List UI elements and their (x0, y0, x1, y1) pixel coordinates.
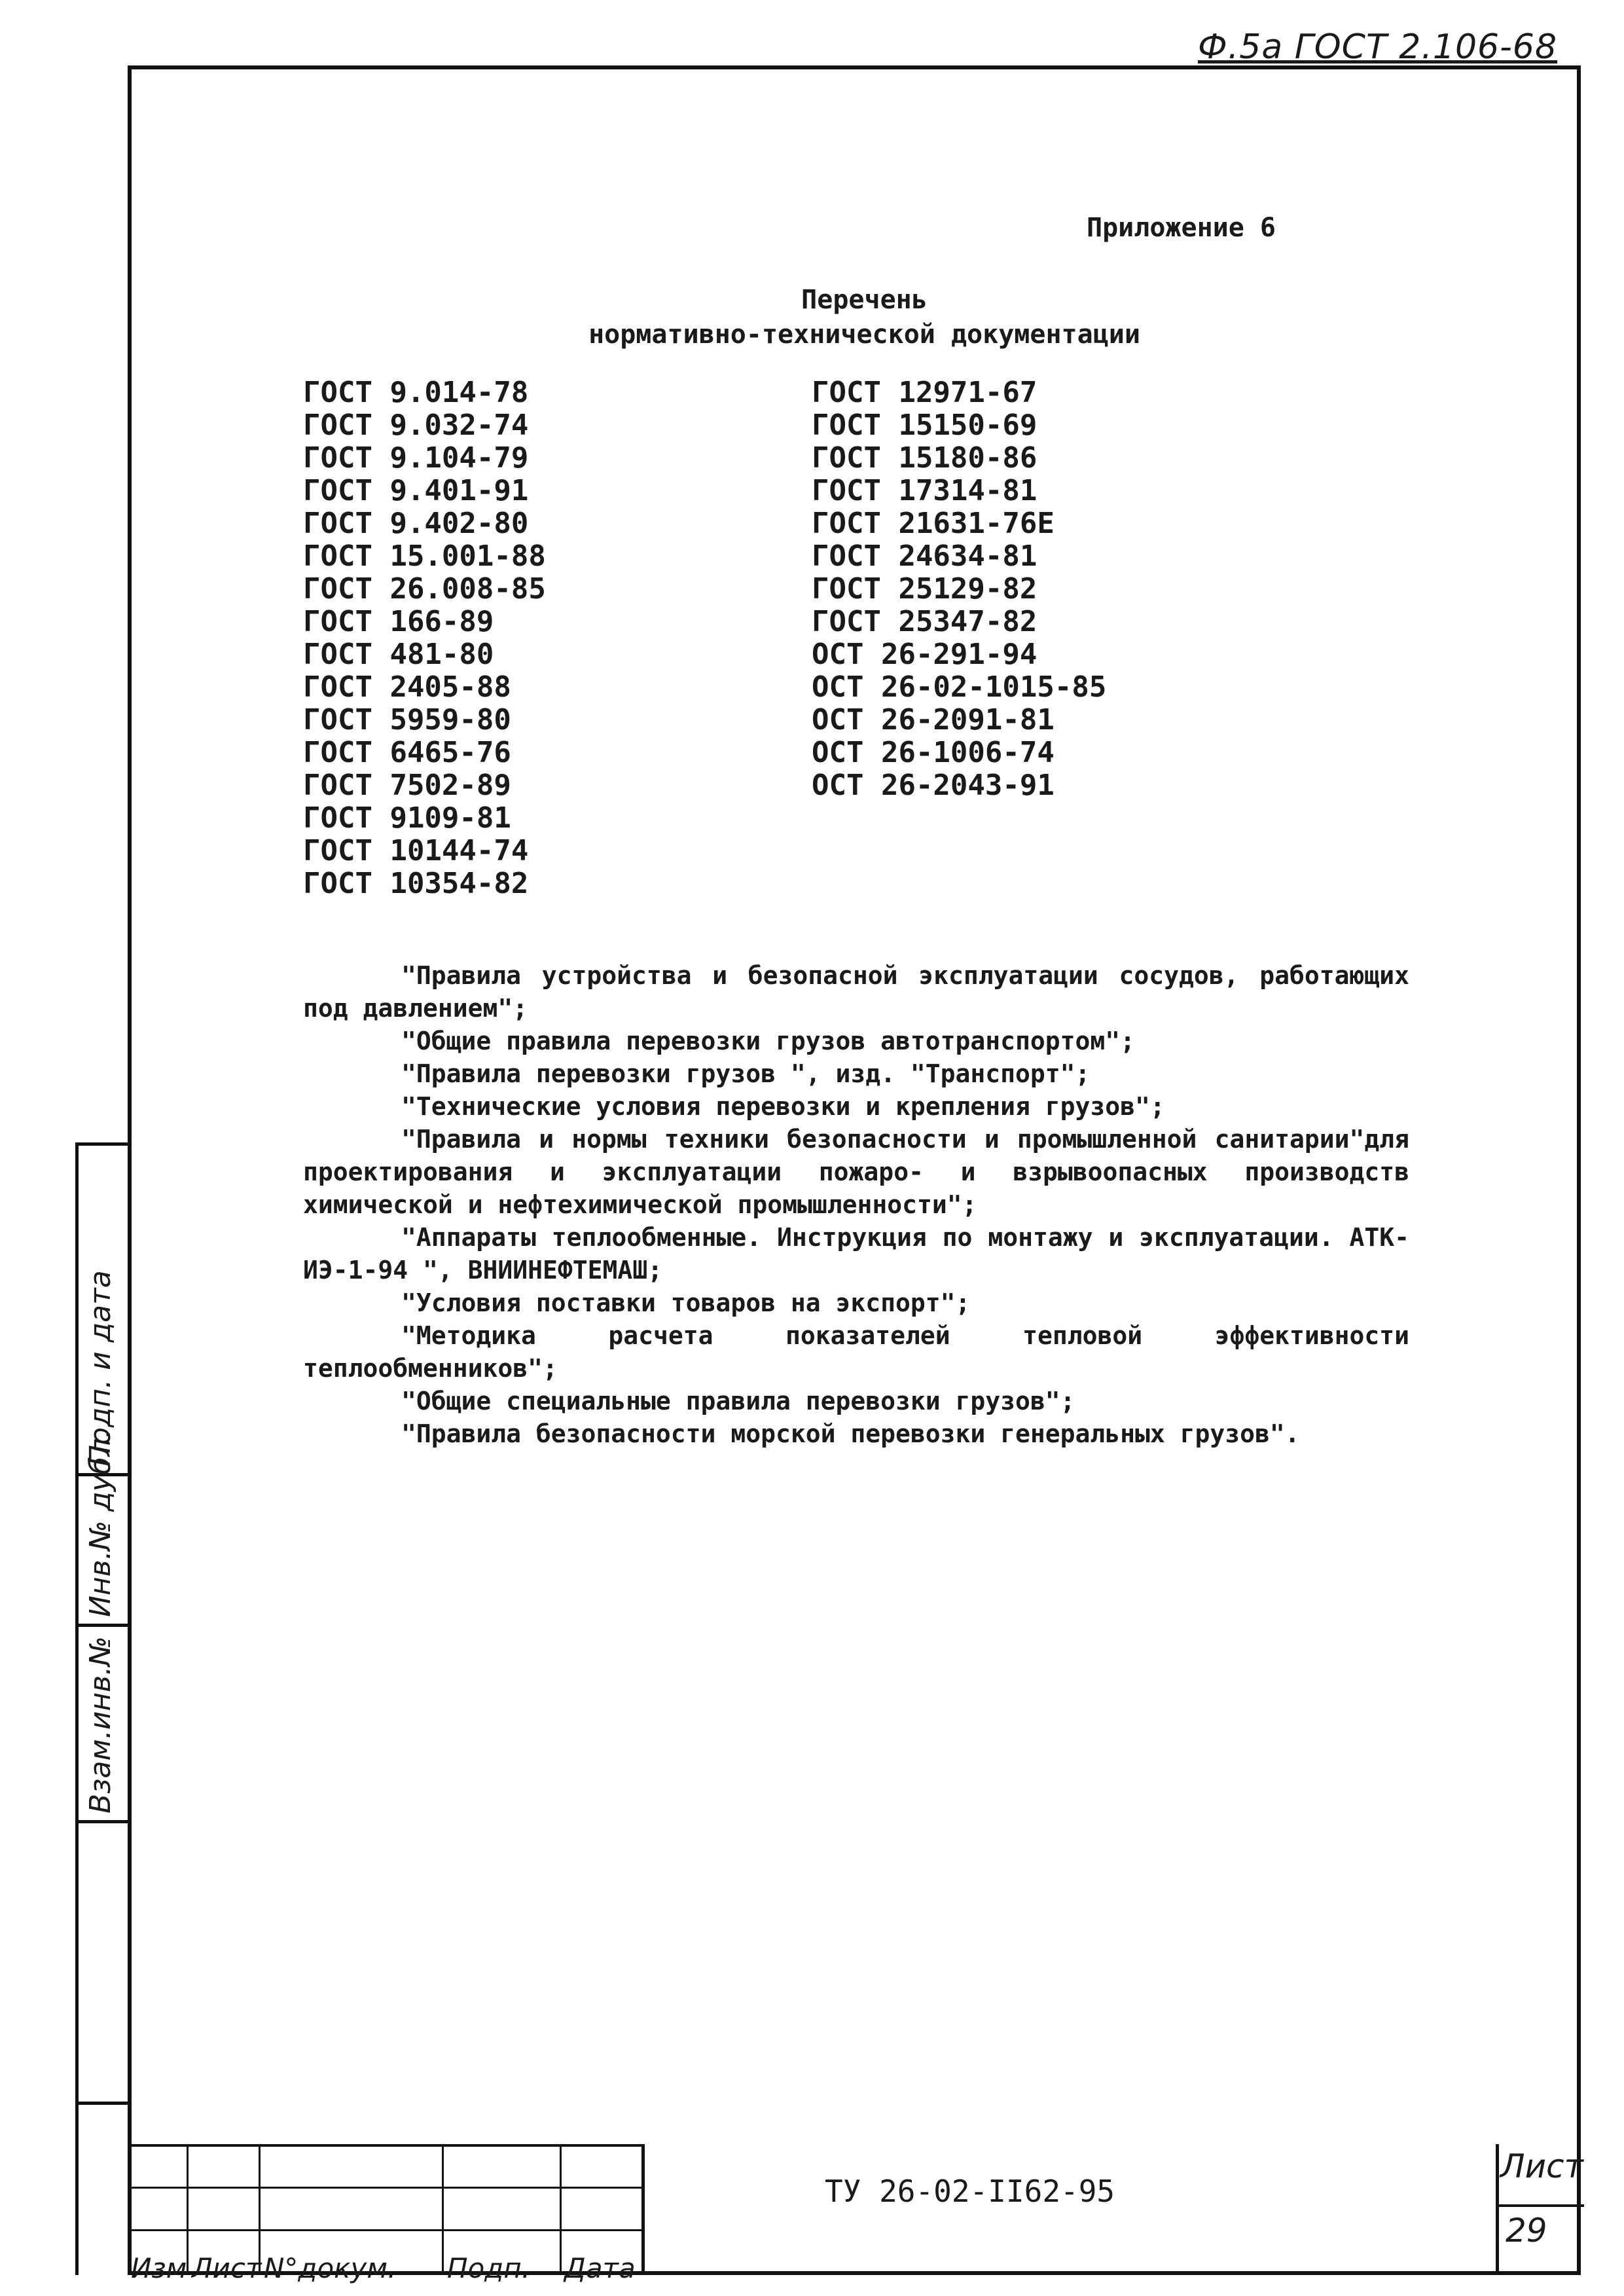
standard-item: ОСТ 26-291-94 (812, 638, 1038, 671)
side-divider (75, 1624, 128, 1627)
standard-item: ГОСТ 25347-82 (812, 605, 1038, 638)
standard-item: ОСТ 26-2091-81 (812, 703, 1055, 737)
caption-signature: Подп. (447, 2252, 531, 2284)
document-code: ТУ 26-02-II62-95 (825, 2174, 1115, 2209)
standard-item: ГОСТ 26.008-85 (303, 572, 546, 606)
standard-item: ГОСТ 9.014-78 (303, 376, 529, 409)
standard-item: ГОСТ 9.104-79 (303, 441, 529, 475)
standard-item: ГОСТ 24634-81 (812, 539, 1038, 573)
standard-item: ГОСТ 7502-89 (303, 769, 511, 802)
standard-item: ОСТ 26-1006-74 (812, 736, 1055, 769)
rule-item: "Правила устройства и безопасной эксплуатации сосудов, работающих под давлением"; (303, 961, 1409, 1023)
rule-item: "Правила и нормы техники безопасности и промышленной санитарии"для проектирования и эксплуатации пожаро- и взрывоопасных производств химической и нефтехимической промышленности"; (303, 1125, 1409, 1219)
rules-list (303, 959, 1409, 1450)
standard-item: ГОСТ 10144-74 (303, 834, 529, 867)
rule-item: "Условия поставки товаров на экспорт"; (401, 1288, 971, 1317)
standard-item: ГОСТ 21631-76Е (812, 507, 1055, 540)
standard-item: ГОСТ 9.402-80 (303, 507, 529, 540)
rule-item: "Правила безопасности морской перевозки генеральных грузов". (401, 1419, 1300, 1448)
standard-item: ГОСТ 166-89 (303, 605, 494, 638)
rule-item: "Методика расчета показателей тепловой эффективности теплообменников"; (303, 1321, 1409, 1383)
standard-item: ГОСТ 5959-80 (303, 703, 511, 737)
standard-item: ОСТ 26-2043-91 (812, 769, 1055, 802)
side-divider (75, 1820, 128, 1823)
sheet-number: 29 (1506, 2212, 1547, 2250)
rule-item: "Аппараты теплообменные. Инструкция по монтажу и эксплуатации. АТК-ИЭ-1-94 ", ВНИИНЕФТЕМАШ; (303, 1223, 1409, 1285)
standard-item: ГОСТ 15150-69 (812, 409, 1038, 442)
rule-item: "Технические условия перевозки и крепления грузов"; (401, 1092, 1165, 1121)
standard-item: ГОСТ 2405-88 (303, 670, 511, 704)
standards-column-2 (812, 376, 1106, 802)
caption-date: Дата (564, 2252, 636, 2284)
standard-item: ГОСТ 17314-81 (812, 474, 1038, 507)
side-label-replace: Взам.инв.№ (84, 1636, 117, 1813)
rule-item: "Общие правила перевозки грузов автотранспортом"; (401, 1027, 1136, 1055)
standard-item: ГОСТ 9.401-91 (303, 474, 529, 507)
standard-item: ГОСТ 15180-86 (812, 441, 1038, 475)
side-divider (75, 2102, 128, 2105)
standard-item: ГОСТ 9109-81 (303, 801, 511, 835)
title-block-row (128, 2187, 645, 2189)
title-block-col (560, 2144, 562, 2275)
standard-item: ГОСТ 6465-76 (303, 736, 511, 769)
rule-item: "Общие специальные правила перевозки грузов"; (401, 1387, 1075, 1415)
document-title-line1: Перечень (801, 285, 928, 315)
standard-item: ОСТ 26-02-1015-85 (812, 670, 1107, 704)
caption-doc-number: N°докум. (264, 2252, 397, 2284)
side-label-signature: Подп. и дата (84, 1270, 117, 1467)
standard-item: ГОСТ 12971-67 (812, 376, 1038, 409)
standards-column-1 (303, 376, 546, 900)
title-block-row (128, 2229, 645, 2231)
standard-item: ГОСТ 15.001-88 (303, 539, 546, 573)
rule-item: "Правила перевозки грузов ", изд. "Транспорт"; (401, 1059, 1091, 1088)
standard-item: ГОСТ 10354-82 (303, 867, 529, 900)
standard-item: ГОСТ 25129-82 (812, 572, 1038, 606)
appendix-label: Приложение 6 (1087, 213, 1276, 243)
sheet-label: Лист (1500, 2147, 1583, 2185)
caption-sheet: Лист (192, 2252, 262, 2284)
standard-item: ГОСТ 9.032-74 (303, 409, 529, 442)
document-title-line2: нормативно-технической документации (588, 319, 1140, 350)
form-code: Ф.5а ГОСТ 2.106-68 (1198, 27, 1558, 67)
title-block-col (187, 2144, 189, 2275)
side-label-duplicate: Инв.№ дубл. (84, 1429, 117, 1617)
title-block-col (442, 2144, 444, 2275)
standard-item: ГОСТ 481-80 (303, 638, 494, 671)
caption-change: Изм (131, 2252, 187, 2284)
